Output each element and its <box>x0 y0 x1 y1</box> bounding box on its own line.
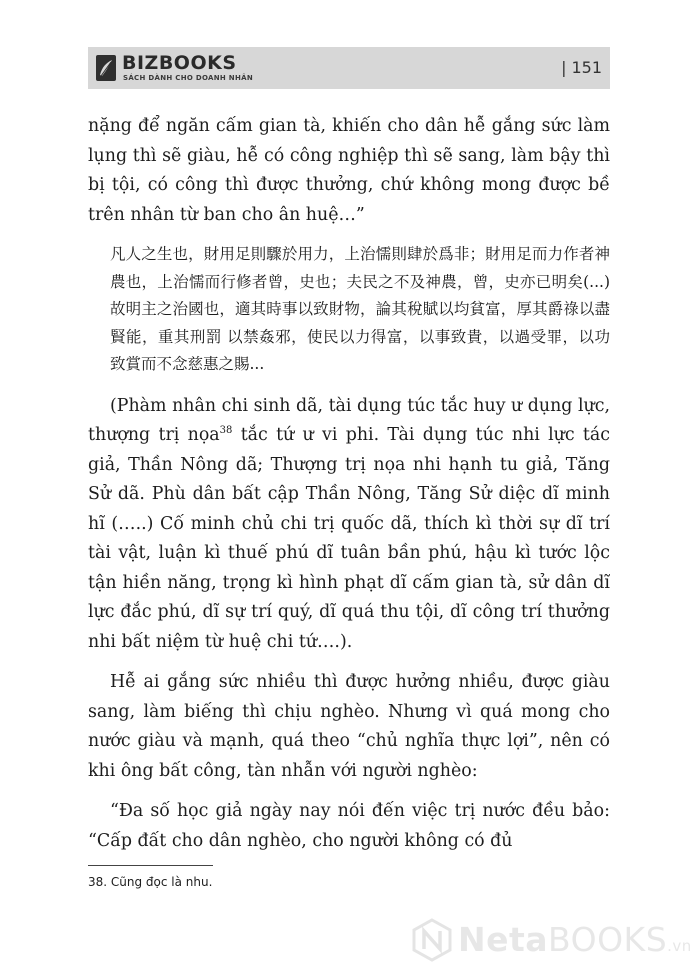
netabooks-n-icon <box>410 918 454 962</box>
classical-chinese-quote: 凡人之生也，財用足則驟於用力，上治懦則肆於爲非；財用足而力作者神農也，上治懦而行修者曾，史也；夫民之不及神農，曾，史亦已明矣(...)故明主之治國也，適其時事以致財物，論其稅賦以均貧富，厚其爵祿以盡賢能，重其刑罰 以禁姦邪，使民以力得富，以事致貴，以過受罪，以功致賞而不念慈惠之賜... <box>110 245 610 373</box>
netabooks-watermark <box>410 918 692 962</box>
watermark-brand-rest: BOOKS <box>548 920 668 959</box>
watermark-domain: .vn <box>667 937 692 955</box>
transliteration-text-start: (Phàm nhân chi sinh dã, tài dụng túc tắc huy ư dụng lực, thượng trị nọa <box>88 395 610 445</box>
footnote-divider <box>88 865 213 866</box>
book-leaf-icon <box>96 55 116 81</box>
page-header <box>88 47 610 89</box>
footnote: 38. Cũng đọc là nhu. <box>88 875 213 889</box>
transliteration-text-end: tắc tứ ư vi phi. Tài dụng túc nhi lực tác giả, Thần Nông dã; Thượng trị nọa nhi hạnh tu giả, Tăng Sử dã. Phù dân bất cập Thần Nông, Tăng Sử diệc dĩ minh hĩ (…..) Cố minh chủ chi trị quốc dã, thích kì thời sự dĩ trí tài vật, luận kì thuế phú dĩ tuân bần phú, hậu kì tước lộc tận hiền năng, trọng kì hình phạt dĩ cấm gian tà, sử dân dĩ lực đắc phú, dĩ sự trí quý, dĩ quá thu tội, dĩ công trí thưởng nhi bất niệm từ huệ chi tứ….). <box>88 425 610 652</box>
paragraph-commentary: Hễ ai gắng sức nhiều thì được hưởng nhiều, được giàu sang, làm biếng thì chịu nghèo. Nhưng vì quá mong cho nước giàu và mạnh, quá theo “chủ nghĩa thực lợi”, nên có khi ông bất công, tàn nhẫn với người nghèo: <box>88 672 610 781</box>
bizbooks-logo <box>88 47 258 89</box>
watermark-text <box>458 920 692 966</box>
brand-tagline: SÁCH DÀNH CHO DOANH NHÂN <box>123 74 253 82</box>
paragraph-transliteration <box>88 392 610 658</box>
brand-name: BIZBOOKS <box>122 52 237 74</box>
page-number-value: 151 <box>571 58 602 77</box>
watermark-brand-bold: Neta <box>458 920 549 959</box>
page-number <box>561 57 602 79</box>
page-body <box>88 112 610 856</box>
paragraph-continued-quote: nặng để ngăn cấm gian tà, khiến cho dân hễ gắng sức làm lụng thì sẽ giàu, hễ có công nghiệp thì sẽ sang, làm bậy thì bị tội, có công thì được thưởng, chứ không mong được bề trên nhân từ ban cho ân huệ…” <box>88 116 610 225</box>
paragraph-quote-start: “Đa số học giả ngày nay nói đến việc trị nước đều bảo: “Cấp đất cho dân nghèo, cho người không có đủ <box>88 801 610 851</box>
page-number-separator: | <box>561 58 567 77</box>
footnote-reference[interactable]: 38 <box>219 425 233 437</box>
